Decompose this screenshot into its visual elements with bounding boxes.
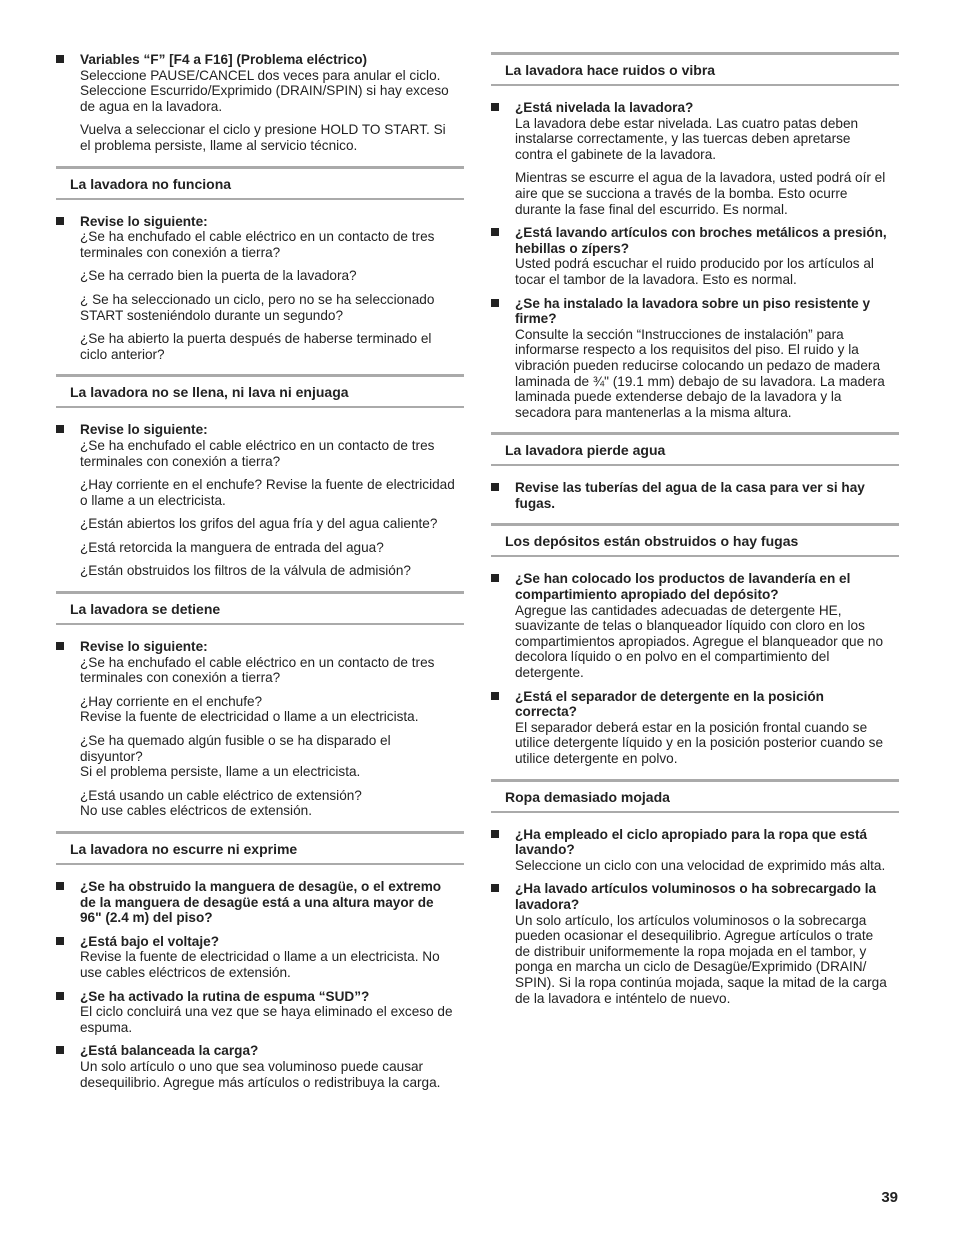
list-item: [491, 225, 899, 287]
section-heading: La lavadora se detiene: [56, 591, 464, 625]
item-question: Revise lo siguiente:: [80, 639, 208, 655]
section-heading: La lavadora pierde agua: [491, 432, 899, 466]
item-text: ¿ Se ha seleccionado un ciclo, pero no se ha seleccionado START sosteniéndolo durante un segundo?: [80, 291, 435, 323]
item-question: Variables “F” [F4 a F16] (Problema eléctrico): [80, 52, 368, 67]
section-heading: Ropa demasiado mojada: [491, 779, 899, 813]
item-text: ¿Se ha cerrado bien la puerta de la lavadora?: [80, 268, 357, 284]
item-text: Un solo artículo, los artículos voluminosos o la sobrecarga pueden ocasionar el desequilibrio. Agregue artículos o trate de distribuir uniformemente la ropa mojada en el tambor, y ponga en marcha un ciclo de Desagüe/Exprimido (DRAIN/ SPIN). Si la ropa continúa mojada, saque la mitad de la carga de la lavadora e inténtelo de nuevo.: [515, 912, 887, 1006]
section-heading: Los depósitos están obstruidos o hay fugas: [491, 523, 899, 557]
square-bullet-icon: [56, 1046, 64, 1054]
square-bullet-icon: [56, 425, 64, 433]
item-question: Revise lo siguiente:: [80, 213, 208, 229]
item-question: ¿Se han colocado los productos de lavandería en el compartimiento apropiado del depósito?: [515, 571, 851, 603]
item-question: Revise lo siguiente:: [80, 422, 208, 438]
item-text: ¿Está usando un cable eléctrico de extensión? No use cables eléctricos de extensión.: [80, 787, 362, 819]
item-question: Revise las tuberías del agua de la casa para ver si hay fugas.: [515, 480, 865, 511]
section-heading: La lavadora no se llena, ni lava ni enjuaga: [56, 374, 464, 408]
item-text: Seleccione PAUSE/CANCEL dos veces para anular el ciclo. Seleccione Escurrido/Exprimido (DRAIN/SPIN) si hay exceso de agua en la lavadora.: [80, 67, 449, 114]
page-number: 39: [881, 1189, 898, 1206]
square-bullet-icon: [491, 884, 499, 892]
square-bullet-icon: [56, 642, 64, 650]
section-heading: La lavadora hace ruidos o vibra: [491, 52, 899, 86]
square-bullet-icon: [491, 830, 499, 838]
item-question: ¿Se ha activado la rutina de espuma “SUD”?: [80, 988, 370, 1004]
list-item: [56, 52, 464, 154]
item-question: ¿Está el separador de detergente en la posición correcta?: [515, 688, 824, 720]
item-question: ¿Está lavando artículos con broches metálicos a presión, hebillas o zípers?: [515, 225, 887, 256]
item-text: Revise la fuente de electricidad o llame a un electricista. No use cables eléctricos de extensión.: [80, 949, 440, 980]
square-bullet-icon: [491, 692, 499, 700]
item-text: ¿Se ha enchufado el cable eléctrico en un contacto de tres terminales con conexión a tierra?: [80, 654, 435, 686]
item-text: Mientras se escurre el agua de la lavadora, usted podrá oír el aire que se succiona a través de la bomba. Esto ocurre durante la fase final del escurrido. Es normal.: [515, 170, 886, 217]
item-question: ¿Ha empleado el ciclo apropiado para la ropa que está lavando?: [515, 826, 868, 858]
section-heading: La lavadora no funciona: [56, 166, 464, 200]
square-bullet-icon: [491, 574, 499, 582]
list-item: [56, 214, 464, 363]
section-heading: La lavadora no escurre ni exprime: [56, 831, 464, 865]
item-question: ¿Está bajo el voltaje?: [80, 933, 219, 949]
item-text: Usted podrá escuchar el ruido producido por los artículos al tocar el tambor de la lavadora. Esto es normal.: [515, 256, 874, 287]
list-item: [491, 827, 899, 874]
list-item: [491, 480, 899, 511]
square-bullet-icon: [56, 992, 64, 1000]
item-text: ¿Se ha abierto la puerta después de haberse terminado el ciclo anterior?: [80, 331, 432, 362]
square-bullet-icon: [491, 299, 499, 307]
left-column: [56, 52, 464, 1098]
list-item: [491, 100, 899, 217]
list-item: [56, 639, 464, 819]
item-text: Seleccione un ciclo con una velocidad de exprimido más alta.: [515, 857, 886, 873]
item-text: La lavadora debe estar nivelada. Las cuatro patas deben instalarse correctamente, y las tuercas deben apretarse contra el gabinete de la lavadora.: [515, 115, 859, 162]
square-bullet-icon: [491, 103, 499, 111]
item-text: El separador deberá estar en la posición frontal cuando se utilice detergente líquido y en la posición posterior cuando se utilice detergente en polvo.: [515, 719, 884, 766]
list-item: [491, 881, 899, 1006]
square-bullet-icon: [56, 937, 64, 945]
item-text: ¿Están abiertos los grifos del agua fría y del agua caliente?: [80, 516, 438, 532]
item-question: ¿Se ha obstruido la manguera de desagüe, o el extremo de la manguera de desagüe está a una altura mayor de 96" (2.4 m) del piso?: [80, 879, 442, 926]
item-text: ¿Está retorcida la manguera de entrada del agua?: [80, 539, 384, 555]
list-item: [56, 422, 464, 579]
item-text: Vuelva a seleccionar el ciclo y presione HOLD TO START. Si el problema persiste, llame al servicio técnico.: [80, 122, 446, 153]
item-text: Consulte la sección “Instrucciones de instalación” para informarse respecto a los requisitos del piso. El ruido y la vibración pueden reducirse colocando un pedazo de madera laminada de ¾" (19.1 mm) debajo de su lavadora. La madera laminada puede extenderse debajo de la lavadora y la secadora para mantenerlas a la misma altura.: [515, 326, 885, 420]
list-item: [491, 296, 899, 421]
item-question: ¿Está balanceada la carga?: [80, 1043, 259, 1059]
right-column: [491, 52, 899, 1014]
item-text: El ciclo concluirá una vez que se haya eliminado el exceso de espuma.: [80, 1004, 453, 1035]
item-text: ¿Están obstruidos los filtros de la válvula de admisión?: [80, 563, 411, 579]
square-bullet-icon: [56, 55, 64, 63]
list-item: [56, 879, 464, 926]
square-bullet-icon: [491, 228, 499, 236]
square-bullet-icon: [56, 217, 64, 225]
item-text: ¿Hay corriente en el enchufe? Revise la fuente de electricidad o llame a un electricista.: [80, 693, 419, 725]
list-item: [491, 571, 899, 680]
list-item: [56, 989, 464, 1036]
list-item: [491, 689, 899, 767]
item-text: ¿Se ha quemado algún fusible o se ha disparado el disyuntor? Si el problema persiste, llame a un electricista.: [80, 733, 391, 780]
list-item: [56, 934, 464, 981]
item-text: Agregue las cantidades adecuadas de detergente HE, suavizante de telas o blanqueador líquido con cloro en los compartimientos apropiados. Agregue el blanqueador que no decolora líquido o en polvo en el compartimiento del detergente.: [515, 602, 884, 681]
item-text: ¿Se ha enchufado el cable eléctrico en un contacto de tres terminales con conexión a tierra?: [80, 437, 435, 469]
item-question: ¿Está nivelada la lavadora?: [515, 100, 694, 115]
square-bullet-icon: [56, 882, 64, 890]
item-question: ¿Se ha instalado la lavadora sobre un piso resistente y firme?: [515, 295, 871, 327]
list-item: [56, 1043, 464, 1090]
item-question: ¿Ha lavado artículos voluminosos o ha sobrecargado la lavadora?: [515, 881, 877, 912]
item-text: ¿Se ha enchufado el cable eléctrico en un contacto de tres terminales con conexión a tierra?: [80, 229, 435, 260]
square-bullet-icon: [491, 483, 499, 491]
item-text: Un solo artículo o uno que sea voluminoso puede causar desequilibrio. Agregue más artículos o redistribuya la carga.: [80, 1058, 441, 1090]
item-text: ¿Hay corriente en el enchufe? Revise la fuente de electricidad o llame a un electricista.: [80, 477, 455, 508]
